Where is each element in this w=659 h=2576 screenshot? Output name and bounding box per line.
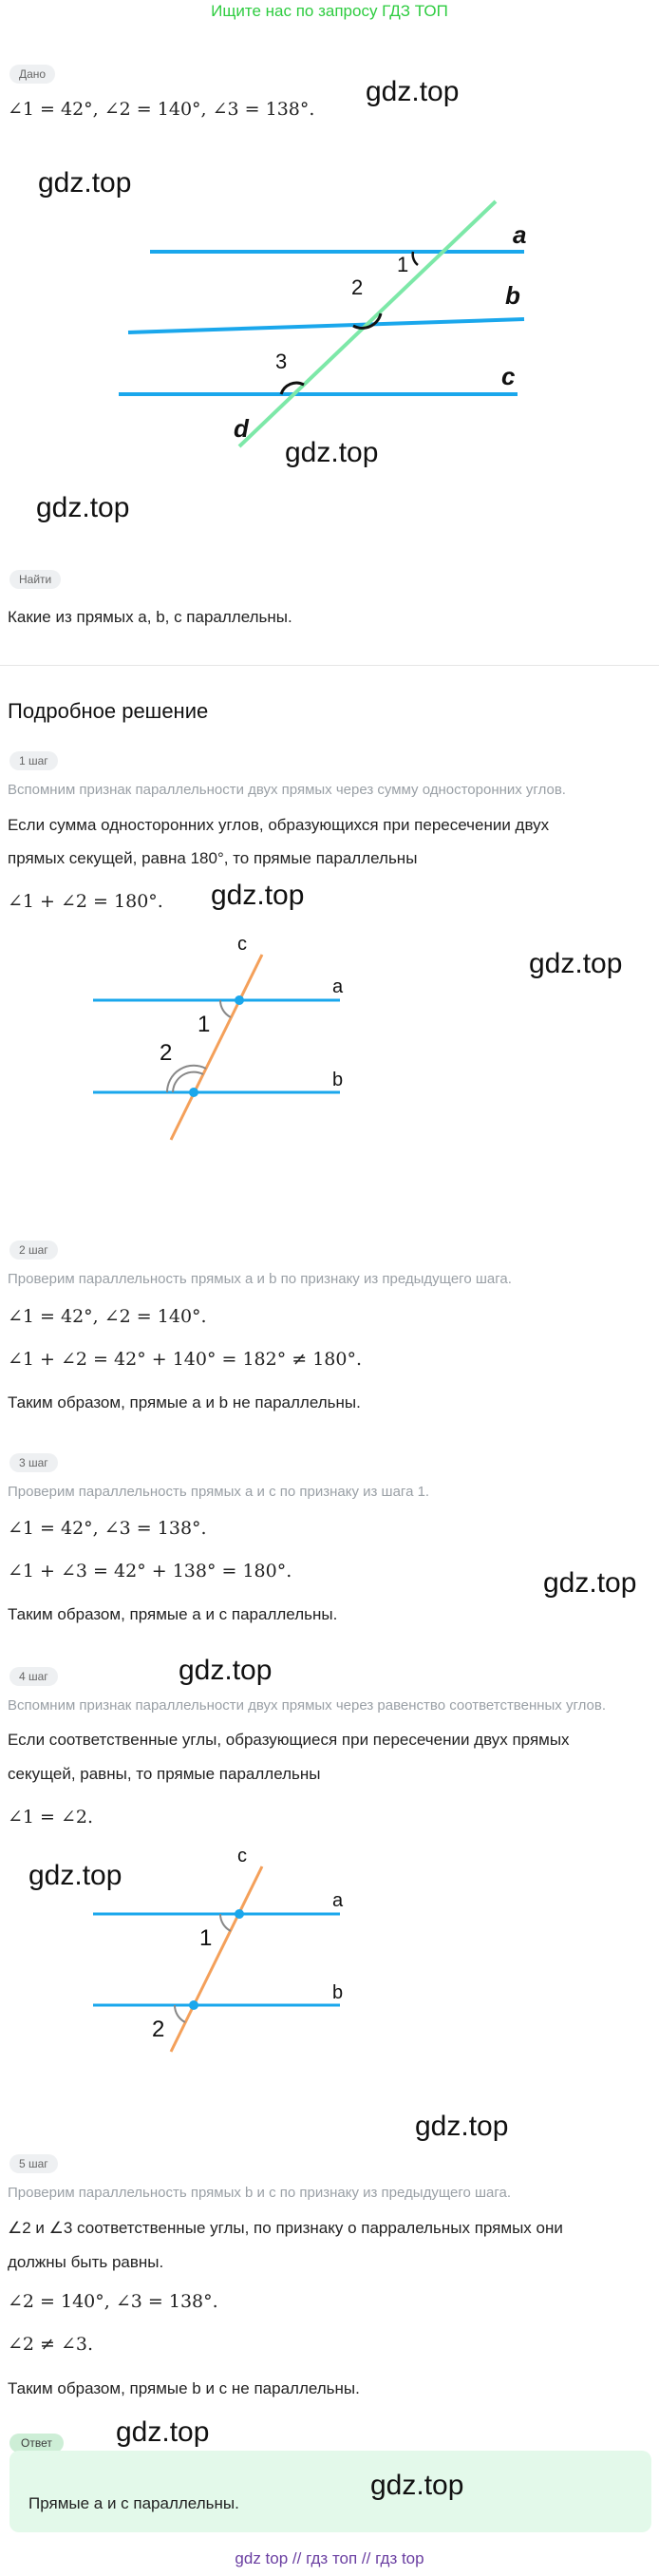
fig3-point-a (235, 1909, 244, 1919)
footer-links[interactable]: gdz top // гдз топ // гдз top (235, 2549, 424, 2567)
answer-pill: Ответ (9, 2434, 64, 2453)
fig3-label-angle-1: 1 (199, 1925, 213, 1951)
watermark: gdz.top (415, 2111, 509, 2142)
step4-pill: 4 шаг (9, 1667, 58, 1686)
watermark: gdz.top (529, 948, 623, 979)
label-c: c (501, 362, 516, 390)
step5-math1: ∠2 = 140°, ∠3 = 138°. (8, 2291, 218, 2312)
fig3-angle-2-arc (175, 2005, 185, 2022)
step1-hint: Вспомним признак параллельности двух прямых через сумму односторонних углов. (8, 782, 566, 798)
fig3-line-c (171, 1866, 262, 2052)
step5-text: Таким образом, прямые b и c не параллельны. (8, 2379, 360, 2397)
step3-hint: Проверим параллельность прямых a и c по признаку из шага 1. (8, 1484, 430, 1500)
fig3-label-angle-2: 2 (152, 2017, 165, 2042)
divider (0, 665, 659, 666)
step5-math2: ∠2 ≠ ∠3. (8, 2334, 94, 2355)
step1-pill: 1 шаг (9, 751, 58, 770)
answer-text: Прямые a и c параллельны. (28, 2494, 239, 2512)
angle-1-arc (413, 252, 418, 265)
watermark: gdz.top (179, 1655, 273, 1686)
fig3-point-b (189, 2000, 198, 2010)
step4-line1: Если соответственные углы, образующиеся при пересечении двух прямых (8, 1731, 570, 1749)
label-angle-1: 1 (397, 253, 409, 276)
fig2-label-a: a (332, 976, 344, 997)
fig2-label-angle-1: 1 (198, 1012, 211, 1037)
step1-line1: Если сумма односторонних углов, образующихся при пересечении двух (8, 816, 550, 834)
step5-hint: Проверим параллельность прямых b и c по признаку из предыдущего шага. (8, 2185, 512, 2201)
fig2-label-b: b (332, 1070, 344, 1090)
watermark: gdz.top (36, 492, 130, 523)
watermark: gdz.top (285, 437, 379, 468)
label-b: b (505, 281, 520, 310)
watermark: gdz.top (366, 76, 460, 107)
fig2-label-c: c (237, 934, 247, 955)
watermark: gdz.top (38, 167, 132, 199)
watermark: gdz.top (543, 1567, 637, 1599)
solution-title: Подробное решение (8, 699, 209, 723)
given-section (9, 65, 55, 84)
step2-pill: 2 шаг (9, 1241, 58, 1260)
label-angle-3: 3 (275, 350, 288, 373)
watermark: gdz.top (116, 2416, 210, 2448)
find-section (9, 570, 61, 589)
step4-line2: секущей, равны, то прямые параллельны (8, 1765, 321, 1783)
fig2-line-c (171, 955, 262, 1140)
find-pill: Найти (9, 570, 61, 589)
given-math: ∠1 = 42°, ∠2 = 140°, ∠3 = 138°. (8, 99, 315, 120)
fig2-label-angle-2: 2 (160, 1040, 173, 1066)
answer-box (9, 2451, 651, 2532)
step3-text: Таким образом, прямые a и c параллельны. (8, 1605, 338, 1623)
step1-math: ∠1 + ∠2 = 180°. (8, 891, 163, 912)
figure-three-lines-transversal (0, 180, 659, 465)
fig2-point-a (235, 995, 244, 1005)
label-angle-2: 2 (351, 275, 364, 299)
find-text: Какие из прямых a, b, c параллельны. (8, 608, 292, 626)
step2-math2: ∠1 + ∠2 = 42° + 140° = 182° ≠ 180°. (8, 1349, 363, 1370)
line-d (239, 201, 496, 446)
fig3-label-c: c (237, 1846, 247, 1866)
step3-math1: ∠1 = 42°, ∠3 = 138°. (8, 1518, 207, 1539)
fig2-point-b (189, 1088, 198, 1097)
watermark: gdz.top (211, 880, 305, 911)
step2-hint: Проверим параллельность прямых a и b по признаку из предыдущего шага. (8, 1271, 512, 1287)
step4-math: ∠1 = ∠2. (8, 1807, 94, 1828)
fig3-label-a: a (332, 1890, 344, 1911)
fig2-angle-1-arc (220, 1000, 231, 1017)
fig3-angle-1-arc (220, 1914, 231, 1931)
step3-math2: ∠1 + ∠3 = 42° + 138° = 180°. (8, 1561, 292, 1582)
step4-hint: Вспомним признак параллельности двух прямых через равенство соответственных углов. (8, 1697, 607, 1714)
step5-line2: должны быть равны. (8, 2253, 164, 2271)
line-b (128, 319, 524, 332)
watermark: gdz.top (28, 1860, 122, 1891)
fig3-label-b: b (332, 1982, 344, 2003)
label-d: d (234, 414, 249, 443)
search-banner[interactable]: Ищите нас по запросу ГДЗ ТОП (211, 2, 448, 20)
step2-math1: ∠1 = 42°, ∠2 = 140°. (8, 1306, 207, 1327)
label-a: a (513, 220, 527, 249)
step5-line1: ∠2 и ∠3 соответственные углы, по признаку о парралельных прямых они (8, 2219, 563, 2237)
watermark: gdz.top (370, 2470, 464, 2501)
step5-pill: 5 шаг (9, 2154, 58, 2173)
step2-text: Таким образом, прямые a и b не параллельны. (8, 1393, 361, 1411)
given-pill: Дано (9, 65, 55, 84)
step1-line2: прямых секущей, равна 180°, то прямые параллельны (8, 849, 418, 867)
step3-pill: 3 шаг (9, 1453, 58, 1472)
